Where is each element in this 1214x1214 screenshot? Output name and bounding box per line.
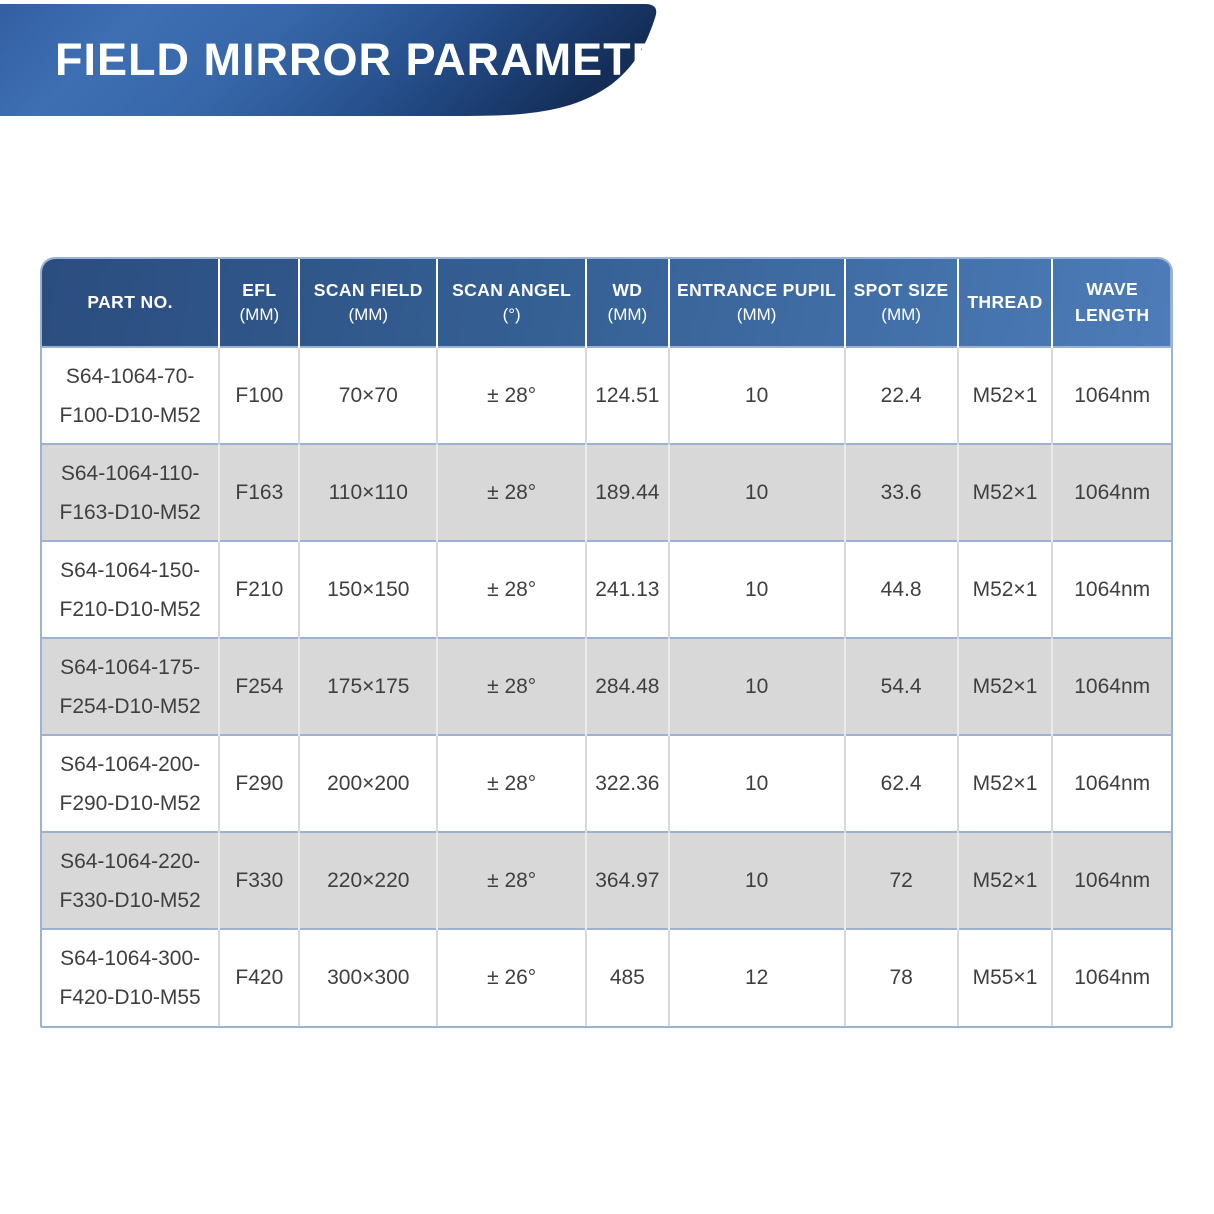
spec-table	[42, 259, 1171, 1026]
cell-thread: M52×1	[958, 832, 1053, 929]
cell-wd: 284.48	[586, 638, 668, 735]
col-header-sub: (MM)	[239, 305, 280, 325]
cell-spot-size: 72	[845, 832, 958, 929]
part-no-line1: S64-1064-175-	[60, 655, 201, 679]
cell-entrance-pupil: 10	[669, 347, 845, 444]
col-header-thread	[958, 259, 1053, 347]
col-header-scan-field	[299, 259, 437, 347]
cell-thread: M52×1	[958, 638, 1053, 735]
cell-wave-length: 1064nm	[1052, 929, 1171, 1026]
table-row	[42, 735, 1171, 832]
col-header-spot-size	[845, 259, 958, 347]
cell-scan-field: 300×300	[299, 929, 437, 1026]
cell-scan-field: 110×110	[299, 444, 437, 541]
cell-wave-length: 1064nm	[1052, 444, 1171, 541]
part-no-line1: S64-1064-300-	[60, 947, 201, 970]
cell-part-no	[42, 444, 219, 541]
col-header-wave-length	[1052, 259, 1171, 347]
cell-part-no	[42, 638, 219, 735]
cell-entrance-pupil: 10	[669, 735, 845, 832]
cell-part-no	[42, 929, 219, 1026]
part-no-line2: F210-D10-M52	[59, 597, 201, 621]
cell-part-no	[42, 832, 219, 929]
cell-scan-angle: ± 28°	[437, 735, 586, 832]
cell-spot-size: 44.8	[845, 541, 958, 638]
col-header-scan-angle	[437, 259, 586, 347]
table-row	[42, 638, 1171, 735]
cell-efl: F100	[219, 347, 299, 444]
cell-scan-field: 70×70	[299, 347, 437, 444]
col-header-label: WAVE LENGTH	[1075, 279, 1150, 325]
col-header-sub: (MM)	[881, 305, 921, 325]
table-row	[42, 444, 1171, 541]
col-header-sub: (°)	[502, 305, 521, 325]
table-row	[42, 541, 1171, 638]
cell-part-no	[42, 735, 219, 832]
cell-entrance-pupil: 10	[669, 832, 845, 929]
cell-spot-size: 78	[845, 929, 958, 1026]
cell-wave-length: 1064nm	[1052, 347, 1171, 444]
cell-wd: 485	[586, 929, 668, 1026]
cell-scan-angle: ± 26°	[437, 929, 586, 1026]
table-row	[42, 832, 1171, 929]
col-header-label: PART NO.	[87, 291, 173, 312]
cell-thread: M55×1	[958, 929, 1053, 1026]
col-header-sub: (MM)	[348, 305, 389, 325]
cell-scan-field: 220×220	[299, 832, 437, 929]
page-title: FIELD MIRROR PARAMETERS	[55, 34, 728, 85]
cell-efl: F330	[219, 832, 299, 929]
col-header-label: SCAN FIELD	[313, 279, 423, 300]
cell-wd: 322.36	[586, 735, 668, 832]
cell-wave-length: 1064nm	[1052, 638, 1171, 735]
banner	[0, 4, 728, 116]
cell-entrance-pupil: 10	[669, 638, 845, 735]
cell-scan-field: 200×200	[299, 735, 437, 832]
cell-efl: F210	[219, 541, 299, 638]
cell-efl: F254	[219, 638, 299, 735]
cell-scan-angle: ± 28°	[437, 832, 586, 929]
part-no-line1: S64-1064-150-	[60, 558, 201, 582]
part-no-line1: S64-1064-70-	[65, 364, 195, 388]
col-header-label: THREAD	[967, 291, 1043, 312]
cell-wd: 189.44	[586, 444, 668, 541]
table-row	[42, 347, 1171, 444]
col-header-label: SCAN ANGEL	[452, 279, 572, 300]
cell-entrance-pupil: 10	[669, 541, 845, 638]
cell-entrance-pupil: 12	[669, 929, 845, 1026]
cell-efl: F163	[219, 444, 299, 541]
cell-wave-length: 1064nm	[1052, 541, 1171, 638]
cell-scan-angle: ± 28°	[437, 541, 586, 638]
part-no-line2: F330-D10-M52	[59, 888, 201, 912]
part-no-line2: F420-D10-M55	[59, 986, 201, 1009]
cell-efl: F290	[219, 735, 299, 832]
col-header-label: SPOT SIZE	[853, 279, 949, 300]
part-no-line1: S64-1064-110-	[60, 461, 200, 485]
cell-wd: 364.97	[586, 832, 668, 929]
table-row	[42, 929, 1171, 1026]
cell-spot-size: 54.4	[845, 638, 958, 735]
cell-efl: F420	[219, 929, 299, 1026]
cell-scan-angle: ± 28°	[437, 444, 586, 541]
col-header-label: ENTRANCE PUPIL	[677, 279, 837, 300]
cell-wd: 241.13	[586, 541, 668, 638]
part-no-line2: F290-D10-M52	[59, 791, 201, 815]
cell-thread: M52×1	[958, 444, 1053, 541]
cell-thread: M52×1	[958, 735, 1053, 832]
cell-scan-field: 150×150	[299, 541, 437, 638]
col-header-part-no	[42, 259, 219, 347]
col-header-wd	[586, 259, 668, 347]
col-header-label: WD	[612, 279, 643, 300]
parameters-table-container	[40, 257, 1173, 1028]
cell-wd: 124.51	[586, 347, 668, 444]
cell-entrance-pupil: 10	[669, 444, 845, 541]
col-header-entrance-pupil	[669, 259, 845, 347]
cell-scan-angle: ± 28°	[437, 638, 586, 735]
part-no-line2: F100-D10-M52	[59, 403, 201, 427]
col-header-sub: (MM)	[607, 305, 648, 325]
cell-wave-length: 1064nm	[1052, 735, 1171, 832]
cell-part-no	[42, 541, 219, 638]
cell-part-no	[42, 347, 219, 444]
part-no-line2: F163-D10-M52	[59, 500, 201, 524]
part-no-line1: S64-1064-200-	[60, 752, 201, 776]
cell-scan-field: 175×175	[299, 638, 437, 735]
cell-thread: M52×1	[958, 541, 1053, 638]
cell-scan-angle: ± 28°	[437, 347, 586, 444]
col-header-sub: (MM)	[736, 305, 777, 325]
table-header-row	[42, 259, 1171, 347]
cell-wave-length: 1064nm	[1052, 832, 1171, 929]
col-header-efl	[219, 259, 299, 347]
part-no-line1: S64-1064-220-	[60, 849, 201, 873]
cell-spot-size: 62.4	[845, 735, 958, 832]
cell-thread: M52×1	[958, 347, 1053, 444]
cell-spot-size: 22.4	[845, 347, 958, 444]
col-header-label: EFL	[242, 279, 277, 300]
cell-spot-size: 33.6	[845, 444, 958, 541]
part-no-line2: F254-D10-M52	[59, 694, 201, 718]
